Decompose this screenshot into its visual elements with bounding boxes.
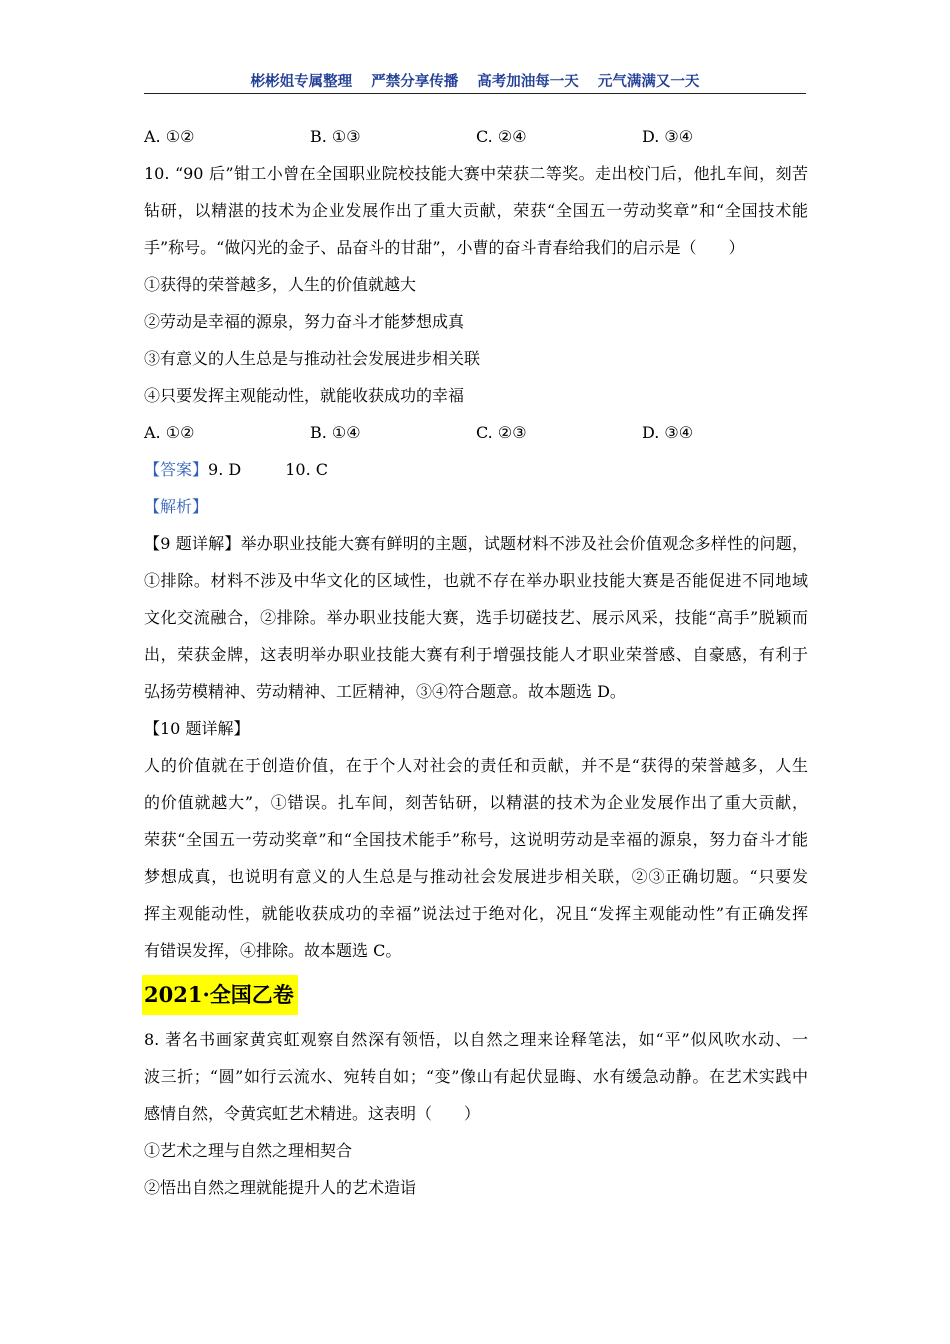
q9-detail-text: 举办职业技能大赛有鲜明的主题，试题材料不涉及社会价值观念多样性的问题，: [240, 534, 808, 553]
q10-stem-line: 钻研，以精湛的技术为企业发展作出了重大贡献，荣获“全国五一劳动奖章”和“全国技术能: [144, 201, 808, 220]
answer-9: 9. D: [208, 460, 242, 479]
answer-10: 10. C: [285, 460, 328, 479]
q10-detail-line: 梦想成真，也说明有意义的人生总是与推动社会发展进步相关联，②③正确切题。“只要发: [144, 867, 808, 886]
q8-item: ①艺术之理与自然之理相契合: [144, 1141, 353, 1160]
header-item: 彬彬姐专属整理: [250, 74, 353, 90]
q10-options: [144, 414, 808, 451]
q8-item: ②悟出自然之理就能提升人的艺术造诣: [144, 1178, 417, 1197]
header-item: 高考加油每一天: [477, 74, 579, 90]
answer-tag: 【答案】: [144, 460, 209, 479]
q10-item: ③有意义的人生总是与推动社会发展进步相关联: [144, 349, 481, 368]
q10-detail-tag: 【10 题详解】: [144, 719, 250, 738]
section-heading: 2021·全国乙卷: [142, 975, 298, 1015]
q10-stem-line: 10. “90 后”钳工小曾在全国职业院校技能大赛中荣获二等奖。走出校门后，他扎车间，刻苦: [144, 164, 808, 183]
q10-item: ①获得的荣誉越多，人生的价值就越大: [144, 275, 417, 294]
answer-line: [144, 451, 808, 488]
q8-stem-line: 感情自然，令黄宾虹艺术精进。这表明（ ）: [144, 1104, 481, 1123]
q8-stem-line: 波三折；“圆”如行云流水、宛转自如；“变”像山有起伏显晦、水有缓急动静。在艺术实践中: [144, 1067, 808, 1086]
q10-stem-line: 手”称号。“做闪光的金子、品奋斗的甘甜”，小曹的奋斗青春给我们的启示是（ ）: [144, 238, 745, 257]
header-rule: [144, 93, 806, 94]
section-heading-wrap: [144, 969, 808, 1021]
q9-detail-line: 弘扬劳模精神、劳动精神、工匠精神，③④符合题意。故本题选 D。: [144, 682, 626, 701]
q10-detail-line: 人的价值就在于创造价值，在于个人对社会的责任和贡献，并不是“获得的荣誉越多，人生: [144, 756, 808, 775]
option-d: D. ③④: [642, 423, 694, 442]
analysis-tag: 【解析】: [144, 497, 209, 516]
q9-detail-line: ①排除。材料不涉及中华文化的区域性，也就不存在举办职业技能大赛是否能促进不同地域: [144, 571, 808, 590]
option-c: C. ②④: [476, 127, 527, 146]
q9-detail-tag: 【9 题详解】: [144, 534, 241, 553]
q10-detail-line: 的价值就越大”，①错误。扎车间，刻苦钻研，以精湛的技术为企业发展作出了重大贡献，: [144, 793, 808, 812]
option-c: C. ②③: [476, 423, 527, 442]
q9-options: [144, 118, 808, 155]
q10-item: ②劳动是幸福的源泉，努力奋斗才能梦想成真: [144, 312, 465, 331]
option-b: B. ①④: [310, 423, 361, 442]
option-a: A. ①②: [144, 127, 195, 146]
page-header: [0, 70, 950, 91]
q10-detail-line: 荣获“全国五一劳动奖章”和“全国技术能手”称号，这说明劳动是幸福的源泉，努力奋斗才能: [144, 830, 808, 849]
option-a: A. ①②: [144, 423, 195, 442]
q9-detail-line: [144, 525, 808, 562]
q10-detail-line: 挥主观能动性，就能收获成功的幸福”说法过于绝对化，况且“发挥主观能动性”有正确发挥: [144, 904, 808, 923]
document-body: [144, 118, 808, 1206]
header-item: 元气满满又一天: [597, 74, 700, 90]
q9-detail-line: 文化交流融合，②排除。举办职业技能大赛，选手切磋技艺、展示风采，技能“高手”脱颖而: [144, 608, 808, 627]
option-d: D. ③④: [642, 127, 694, 146]
header-item: 严禁分享传播: [371, 74, 459, 90]
q9-detail-line: 出，荣获金牌，这表明举办职业技能大赛有利于增强技能人才职业荣誉感、自豪感，有利于: [144, 645, 808, 664]
analysis-line: [144, 488, 808, 525]
option-b: B. ①③: [310, 127, 361, 146]
q8-stem-line: 8. 著名书画家黄宾虹观察自然深有领悟，以自然之理来诠释笔法，如“平”似风吹水动、一: [144, 1030, 808, 1049]
q10-item: ④只要发挥主观能动性，就能收获成功的幸福: [144, 386, 465, 405]
q10-detail-line: 有错误发挥，④排除。故本题选 C。: [144, 941, 402, 960]
